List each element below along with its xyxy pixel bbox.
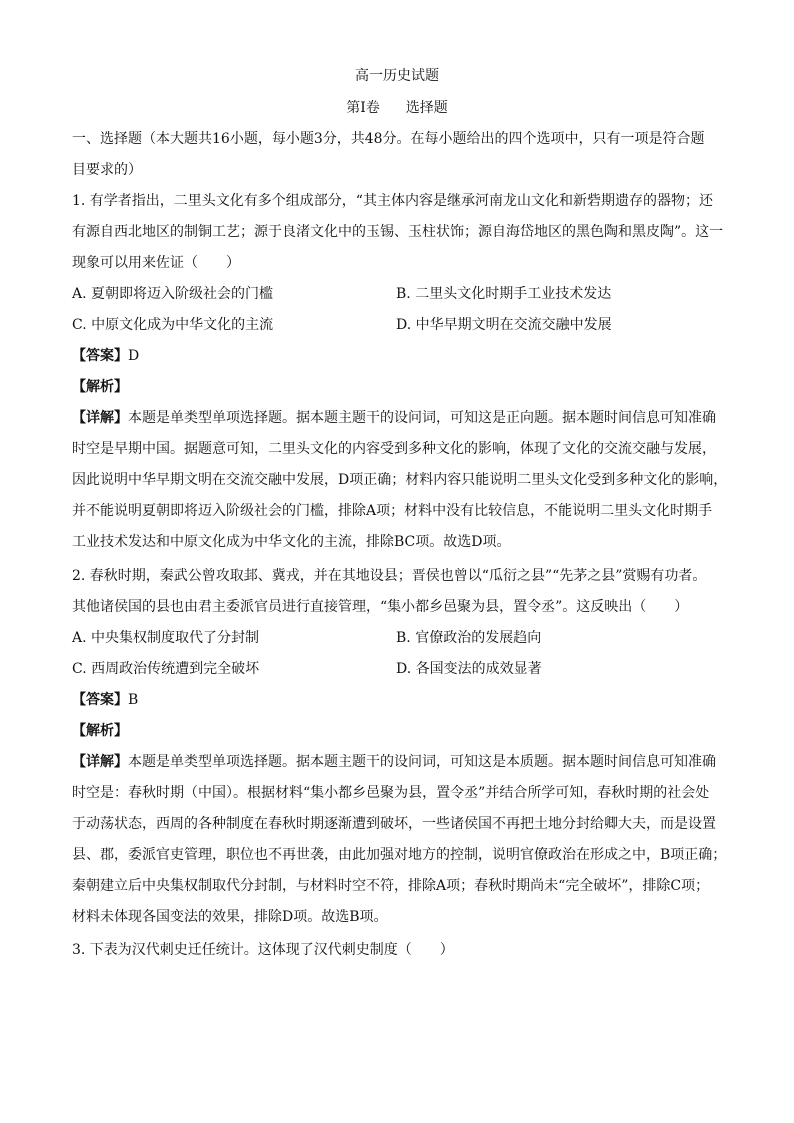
q2-detail-line-4: 县、郡，委派官吏管理，职位也不再世袭，由此加强对地方的控制，说明官僚政治在形成之中，B项正确； (72, 847, 727, 863)
q1-option-c: C. 中原文化成为中华文化的主流 (72, 317, 274, 333)
q1-answer-value: D (128, 348, 140, 364)
q2-detail-tag: 【详解】 (72, 754, 128, 770)
section-volume: 第Ⅰ卷 (346, 100, 380, 116)
q2-option-b: B. 官僚政治的发展趋向 (396, 630, 542, 646)
q1-option-d: D. 中华早期文明在交流交融中发展 (396, 317, 612, 333)
q2-stem-line-2: 其他诸侯国的县也由君主委派官员进行直接管理，“集小都乡邑聚为县，置令丞”。这反映出（ ） (72, 599, 689, 615)
q1-analysis-tag: 【解析】 (72, 379, 128, 395)
q1-answer-tag: 【答案】 (72, 348, 128, 364)
q2-detail-line-3: 于动荡状态，西周的各种制度在春秋时期逐渐遭到破坏，一些诸侯国不再把土地分封给卿大夫，而是设置 (72, 816, 716, 832)
q1-answer (72, 346, 722, 366)
q1-option-b: B. 二里头文化时期手工业技术发达 (396, 286, 612, 302)
q2-answer-value: B (128, 692, 139, 708)
q3-stem: 3. 下表为汉代刺史迁任统计。这体现了汉代刺史制度（ ） (72, 942, 454, 958)
q2-option-c: C. 西周政治传统遭到完全破坏 (72, 661, 260, 677)
q2-stem-line-1: 2. 春秋时期，秦武公曾攻取邽、冀戎，并在其地设县；晋侯也曾以“瓜衍之县”“先茅之县”赏赐有功者。 (72, 568, 707, 584)
q1-detail-tag: 【详解】 (72, 410, 128, 426)
q1-stem-line-2: 有源自西北地区的制铜工艺；源于良渚文化中的玉锡、玉柱状饰；源自海岱地区的黑色陶和黑皮陶”。这一 (72, 224, 724, 240)
exam-title: 高一历史试题 (355, 68, 439, 84)
q1-detail-line-4: 并不能说明夏朝即将迈入阶级社会的门槛，排除A项；材料中没有比较信息，不能说明二里头文化时期手 (72, 503, 713, 519)
q1-detail-line-3: 因此说明中华早期文明在交流交融中发展，D项正确；材料内容只能说明二里头文化受到多种文化的影响， (72, 472, 728, 488)
q2-detail-line-2: 时空是：春秋时期（中国）。根据材料“集小都乡邑聚为县，置令丞”并结合所学可知，春秋时期的社会处 (72, 785, 710, 801)
q2-detail-line-5: 秦朝建立后中央集权制取代分封制，与材料时空不符，排除A项；春秋时期尚未“完全破坏”，排除C项； (72, 878, 710, 894)
section-heading (0, 98, 794, 118)
q1-stem-line-3: 现象可以用来佐证（ ） (72, 255, 240, 271)
q2-answer (72, 690, 722, 710)
q2-option-a: A. 中央集权制度取代了分封制 (72, 630, 260, 646)
instructions-line-2: 目要求的） (72, 162, 142, 178)
q1-detail-line-5: 工业技术发达和中原文化成为中华文化的主流，排除BC项。故选D项。 (72, 534, 511, 550)
q1-stem-line-1: 1. 有学者指出，二里头文化有多个组成部分，“其主体内容是继承河南龙山文化和新砦期遗存的器物；还 (72, 193, 713, 209)
q1-detail-line-2: 时空是早期中国。据题意可知，二里头文化的内容受到多种文化的影响，体现了文化的交流交融与发展， (72, 441, 716, 457)
q2-answer-tag: 【答案】 (72, 692, 128, 708)
q2-option-d: D. 各国变法的成效显著 (396, 661, 542, 677)
q1-option-a: A. 夏朝即将迈入阶级社会的门槛 (72, 286, 274, 302)
q2-detail-line-6: 材料未体现各国变法的效果，排除D项。故选B项。 (72, 909, 388, 925)
q2-analysis-tag: 【解析】 (72, 723, 128, 739)
section-type: 选择题 (405, 100, 448, 116)
q1-detail-line-1: 【详解】本题是单类型单项选择题。据本题主题干的设问词，可知这是正向题。据本题时间信息可知准确 (72, 410, 716, 426)
instructions-line-1: 一、选择题（本大题共16小题，每小题3分，共48分。在每小题给出的四个选项中，只有一项是符合题 (72, 131, 705, 147)
q2-detail-line-1: 【详解】本题是单类型单项选择题。据本题主题干的设问词，可知这是本质题。据本题时间信息可知准确 (72, 754, 716, 770)
